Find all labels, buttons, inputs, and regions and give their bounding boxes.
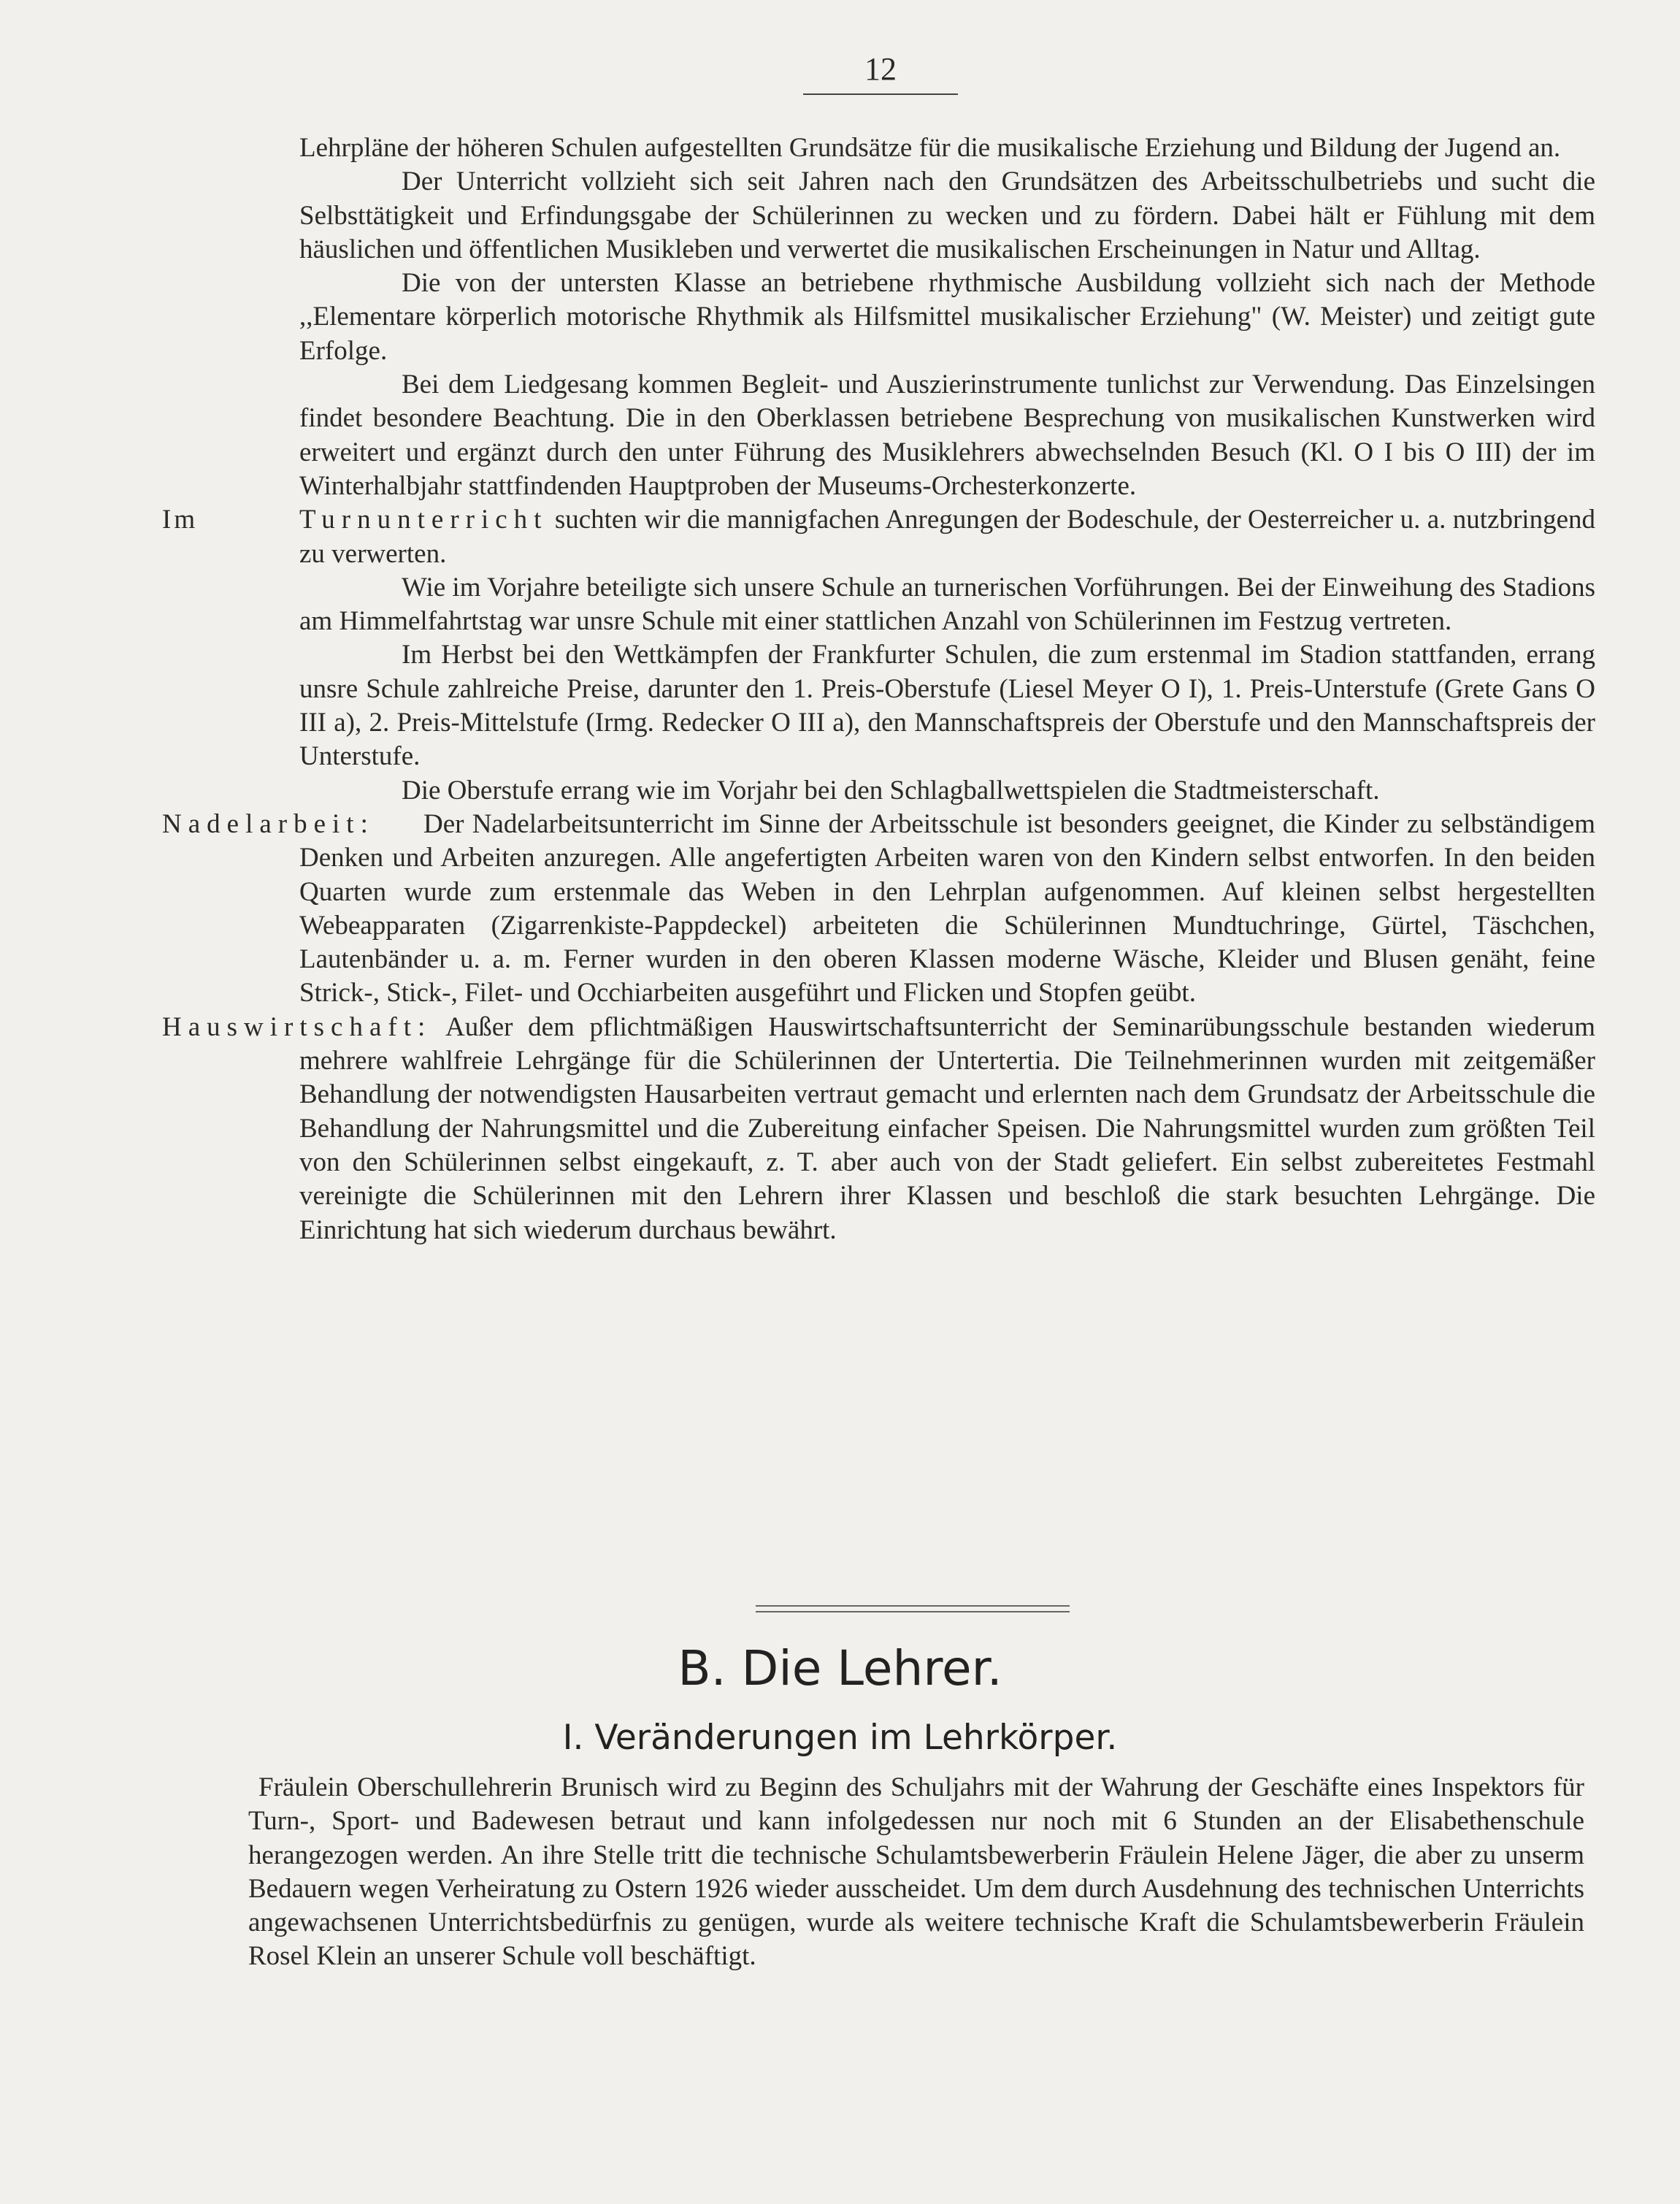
section-label-nadel: Nadelarbeit: <box>162 808 375 839</box>
section-nadelarbeit <box>162 808 1595 1011</box>
section-label-turn-prefix: Im <box>162 505 199 535</box>
paragraph-lehrer-1 <box>248 1771 1584 1974</box>
paragraph-music-4: Bei dem Liedgesang kommen Begleit- und Auszierinstrumente tunlichst zur Verwendung. Das Einzelsingen findet besondere Beachtung. Die in den Oberklassen betriebene Besprechung von musikalischen Kunstwerken wird erweitert und ergänzt durch den unter Führung des Musiklehrers abwechselnden Besuch (Kl. O I bis O III) der im Winterhalbjahr stattfindenden Hauptproben der Museums-Orchesterkonzerte. <box>299 370 1595 501</box>
section-hauswirtschaft <box>162 1011 1595 1247</box>
section-turnunterricht <box>162 503 1595 571</box>
paragraph-nadel <box>299 808 1595 1011</box>
section-b-text <box>248 1771 1584 1974</box>
section-b-subheading: I. Veränderungen im Lehrkörper. <box>562 1718 1118 1758</box>
paragraph-turn-1 <box>299 503 1595 571</box>
section-a-text <box>162 131 1595 1247</box>
section-divider-bottom <box>756 1611 1070 1612</box>
section-b-heading: B. Die Lehrer. <box>678 1640 1002 1696</box>
section-divider-top <box>756 1605 1070 1607</box>
paragraph-nadel-text: Der Nadelarbeitsunterricht im Sinne der Arbeitsschule ist besonders geeignet, die Kinder zu selbständigem Denken und Arbeiten anzuregen. Alle angefertigten Arbeiten waren von den Kindern selbst entworfen. In den beiden Quarten wurde zum erstenmale das Weben in den Lehrplan aufgenommen. Auf kleinen selbst hergestellten Webeapparaten (Zigarrenkiste-Pappdeckel) arbeiteten die Schülerinnen Mundtuchringe, Gürtel, Täschchen, Lautenbänder u. a. m. Ferner wurden in den oberen Klassen moderne Wäsche, Kleider und Blusen genäht, feine Strick-, Stick-, Filet- und Occhiarbeiten ausgeführt und Flicken und Stopfen geübt. <box>299 808 1595 1009</box>
paragraph-turn-1-text: suchten wir die mannigfachen Anregungen der Bodeschule, der Oesterreicher u. a. nutzbringend zu verwerten. <box>299 505 1595 569</box>
section-label-turn: Turnunterricht <box>299 505 548 535</box>
paragraph-turn-2: Wie im Vorjahre beteiligte sich unsere Schule an turnerischen Vorführungen. Bei der Einweihung des Stadions am Himmelfahrtstag war unsre Schule mit einer stattlichen Anzahl von Schülerinnen im Festzug vertreten. <box>299 572 1595 637</box>
paragraph-lehrer-1-text: Fräulein Oberschullehrerin Brunisch wird zu Beginn des Schuljahrs mit der Wahrung der Geschäfte eines Inspektors für Turn-, Sport- und Badewesen betraut und kann infolgedessen nur noch mit 6 Stunden an der Elisabethenschule herangezogen werden. An ihre Stelle tritt die technische Schulamtsbewerberin Fräulein Helene Jäger, die aber zu unserm Bedauern wegen Verheiratung zu Ostern 1926 wieder ausscheidet. Um dem durch Ausdehnung des technischen Unterrichts angewachsenen Unterrichtsbedürfnis zu genügen, wurde als weitere technische Kraft die Schulamtsbewerberin Fräulein Rosel Klein an unserer Schule voll beschäftigt. <box>248 1772 1584 1972</box>
paragraph-music-3: Die von der untersten Klasse an betriebene rhythmische Ausbildung vollzieht sich nach der Methode ,,Elementare körperlich motorische Rhythmik als Hilfsmittel musikalischer Erziehung" (W. Meister) und zeitigt gute Erfolge. <box>299 268 1595 366</box>
page-number: 12 <box>864 51 897 87</box>
paragraph-music-2: Der Unterricht vollzieht sich seit Jahren nach den Grundsätzen des Arbeitsschulbetriebs und sucht die Selbsttätigkeit und Erfindungsgabe der Schülerinnen zu wecken und zu fördern. Dabei hält er Fühlung mit dem häuslichen und öffentlichen Musikleben und verwertet die musikalischen Erscheinungen in Natur und Alltag. <box>299 167 1595 264</box>
paragraph-turn-4: Die Oberstufe errang wie im Vorjahr bei den Schlagballwettspielen die Stadtmeisterschaft. <box>402 775 1380 806</box>
page-number-rule <box>803 93 958 95</box>
paragraph-music-1: Lehrpläne der höheren Schulen aufgestellten Grundsätze für die musikalische Erziehung und Bildung der Jugend an. <box>299 133 1561 163</box>
paragraph-turn-3: Im Herbst bei den Wettkämpfen der Frankfurter Schulen, die zum erstenmal im Stadion stattfanden, errang unsre Schule zahlreiche Preise, darunter den 1. Preis-Oberstufe (Liesel Meyer O I), 1. Preis-Unterstufe (Grete Gans O III a), 2. Preis-Mittelstufe (Irmg. Redecker O III a), den Mannschaftspreis der Oberstufe und den Mannschaftspreis der Unterstufe. <box>299 640 1595 772</box>
paragraph-haus-text: Außer dem pflichtmäßigen Hauswirtschaftsunterricht der Seminarübungsschule bestanden wiederum mehrere wahlfreie Lehrgänge für die Schülerinnen der Untertertia. Die Teilnehmerinnen wurden mit zeitgemäßer Behandlung der notwendigsten Hausarbeiten vertraut gemacht und erlernten nach dem Grundsatz der Arbeitsschule die Behandlung der Nahrungsmittel und die Zubereitung einfacher Speisen. Die Nahrungsmittel wurden zum größten Teil von den Schülerinnen selbst eingekauft, z. T. aber auch von der Stadt geliefert. Ein selbst zubereitetes Festmahl vereinigte die Schülerinnen mit den Lehrern ihrer Klassen und beschloß die stark besuchten Lehrgänge. Die Einrichtung hat sich wiederum durchaus bewährt. <box>299 1011 1595 1245</box>
section-label-haus: Hauswirtschaft: <box>162 1011 432 1042</box>
paragraph-haus <box>299 1011 1595 1247</box>
